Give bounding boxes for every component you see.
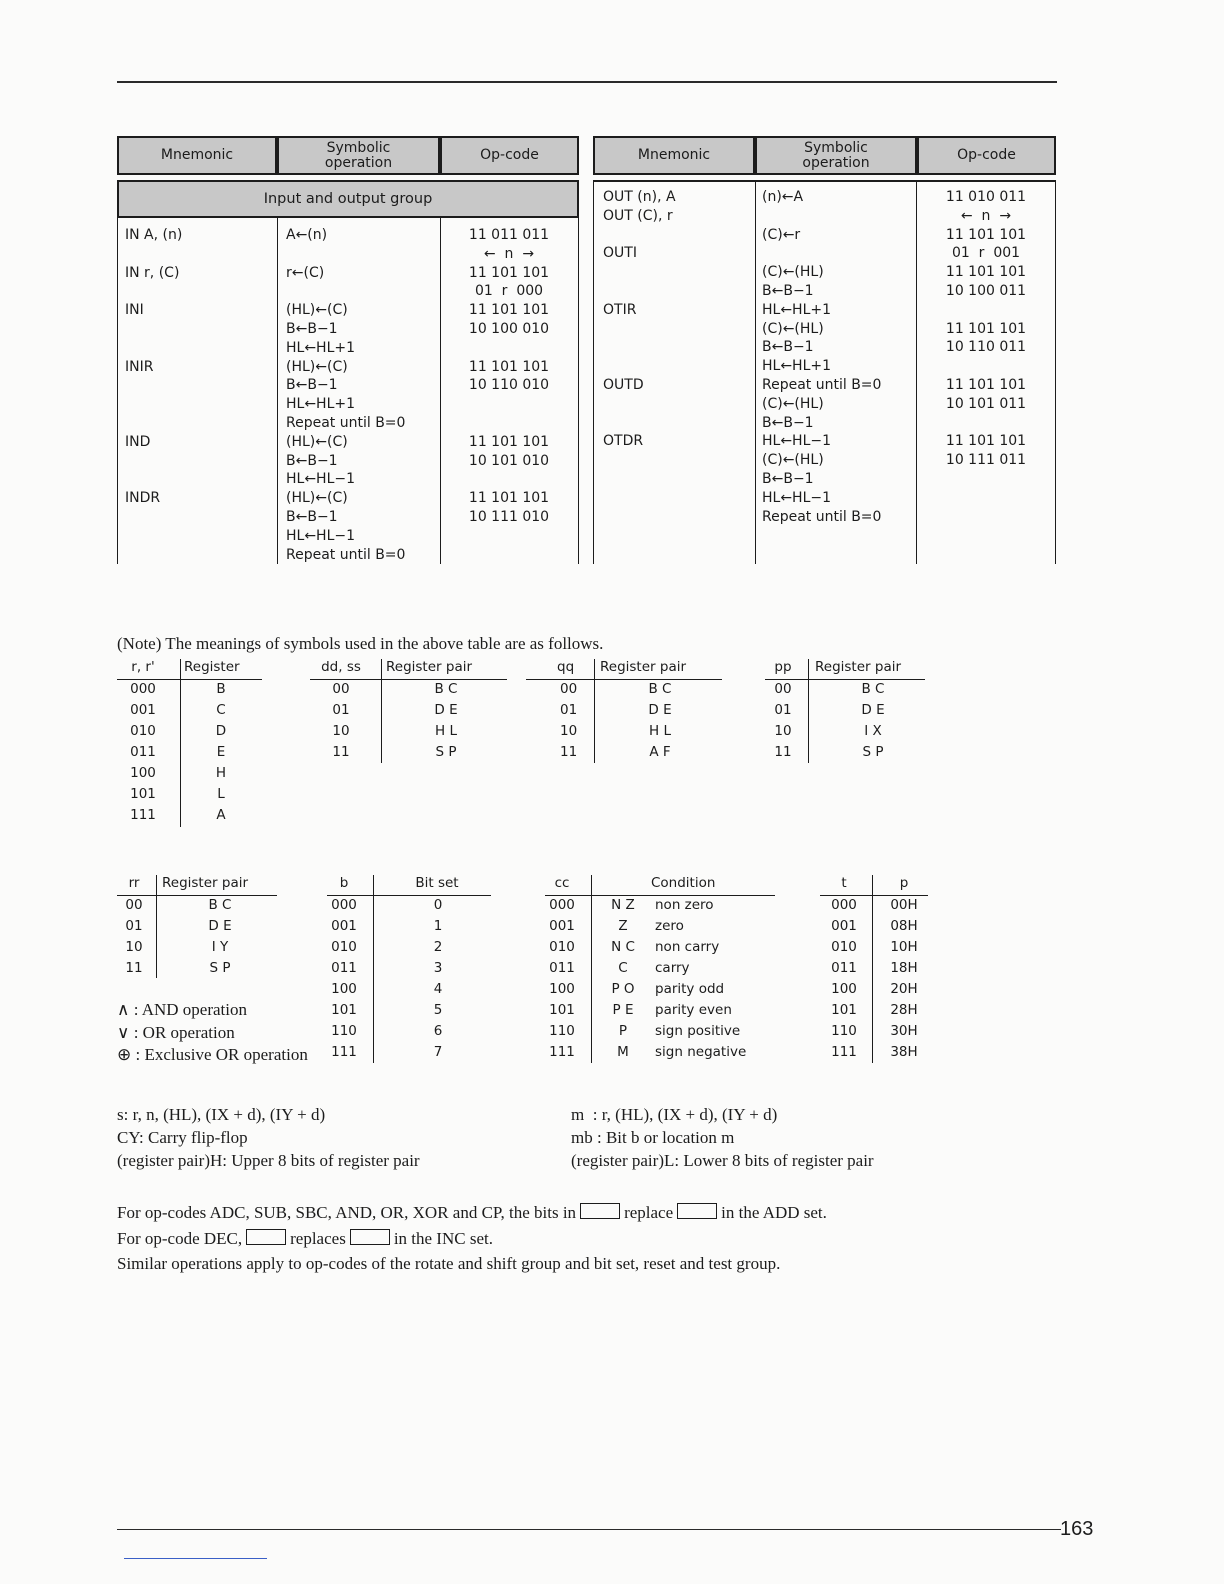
footer-line-2b: replaces — [290, 1229, 346, 1248]
rr-table-values: B C D E I Y S P — [208, 897, 232, 976]
legend-xor: ⊕ : Exclusive OR operation — [117, 1045, 308, 1064]
qq-table-header: qq — [557, 659, 575, 675]
def-register-pair-h: (register pair)H: Upper 8 bits of register pair — [117, 1151, 420, 1170]
blank-box — [677, 1203, 717, 1219]
p-table-values: 00H 08H 10H 18H 20H 28H 30H 38H — [890, 897, 918, 1060]
qq-table-header-pair: Register pair — [600, 659, 687, 675]
pp-table-values: B C D E I X S P — [861, 681, 885, 760]
dd-table-header-pair: Register pair — [386, 659, 473, 675]
col-divider — [117, 218, 118, 564]
blue-underline — [124, 1558, 267, 1559]
def-cy: CY: Carry flip-flop — [117, 1128, 248, 1147]
right-top-border — [593, 180, 1056, 182]
def-m: m : r, (HL), (IX + d), (IY + d) — [571, 1105, 778, 1124]
b-table-values: 0 1 2 3 4 5 6 7 — [433, 897, 443, 1060]
b-table-header-bitset: Bit set — [415, 875, 459, 891]
left-symbolic-column: A←(n) r←(C) (HL)←(C) B←B−1 HL←HL+1 (HL)←(C) B←B−1 HL←HL+1 Repeat until B=0 (HL)←(C) B←B−1 HL←HL−1 (HL)←(C) B←B−1 HL←HL−1 Repeat until B=0 — [286, 227, 406, 563]
left-opcode-column: 11 011 011 ← n → 11 101 101 01 r 000 11 101 101 10 100 010 11 101 101 10 110 010 11 101 101 10 101 010 11 101 101 10 111 010 — [468, 227, 550, 525]
cc-table-divider — [591, 875, 592, 1063]
r-table-header-register: Register — [184, 659, 240, 675]
footer-line-2a: For op-code DEC, — [117, 1229, 243, 1248]
pp-table-codes: 00 01 10 11 — [774, 681, 792, 760]
b-table-codes: 000 001 010 011 100 101 110 111 — [331, 897, 357, 1060]
header-opcode-right: Op-code — [917, 136, 1056, 175]
header-mnemonic-right: Mnemonic — [593, 136, 755, 175]
r-table-header: r, r' — [131, 659, 155, 675]
cc-table-header-condition: Condition — [651, 875, 716, 891]
top-rule — [117, 81, 1057, 83]
cc-table-values: non zero zero non carry carry parity odd parity even sign positive sign negative — [655, 897, 747, 1060]
symbols-note: (Note) The meanings of symbols used in the above table are as follows. — [117, 634, 604, 653]
dd-table-values: B C D E H L S P — [434, 681, 458, 760]
qq-table-divider — [594, 659, 595, 763]
bottom-rule — [117, 1529, 1061, 1530]
qq-table-codes: 00 01 10 11 — [560, 681, 578, 760]
def-s: s: r, n, (HL), (IX + d), (IY + d) — [117, 1105, 326, 1124]
header-symbolic-left: Symbolic operation — [277, 136, 440, 175]
rr-table-header-pair: Register pair — [162, 875, 249, 891]
header-mnemonic-left: Mnemonic — [117, 136, 277, 175]
cc-table-header: cc — [554, 875, 570, 891]
rr-table-header: rr — [128, 875, 140, 891]
def-register-pair-l: (register pair)L: Lower 8 bits of register pair — [571, 1151, 874, 1170]
legend-or: ∨ : OR operation — [117, 1023, 235, 1042]
footer-line-2c: in the INC set. — [393, 1229, 493, 1248]
pp-table-divider — [808, 659, 809, 763]
r-table-codes: 000 001 010 011 100 101 111 — [130, 681, 156, 823]
r-table-divider — [180, 659, 181, 827]
col-divider — [916, 180, 917, 564]
right-mnemonic-column: OUT (n), A OUT (C), r OUTI OTIR OUTD OTDR — [603, 189, 676, 450]
right-opcode-column: 11 010 011 ← n → 11 101 101 01 r 001 11 101 101 10 100 011 11 101 101 10 110 011 11 101 101 10 101 011 11 101 101 10 111 011 — [945, 189, 1027, 469]
header-symbolic-right: Symbolic operation — [755, 136, 917, 175]
footer-line-1c: in the ADD set. — [721, 1203, 827, 1222]
right-symbolic-column: (n)←A (C)←r (C)←(HL) B←B−1 HL←HL+1 (C)←(HL) B←B−1 HL←HL+1 Repeat until B=0 (C)←(HL) B←B−1 HL←HL−1 (C)←(HL) B←B−1 HL←HL−1 Repeat until B=0 — [762, 189, 882, 525]
legend-and: ∧ : AND operation — [117, 1000, 248, 1019]
footer-line-3: Similar operations apply to op-codes of the rotate and shift group and bit set, reset and test group. — [117, 1254, 781, 1273]
dd-table-header: dd, ss — [321, 659, 361, 675]
blank-box — [580, 1203, 620, 1219]
cc-table-codes: 000 001 010 011 100 101 110 111 — [549, 897, 575, 1060]
group-title: Input and output group — [117, 180, 579, 218]
col-divider — [593, 180, 594, 564]
footer-line-1a: For op-codes ADC, SUB, SBC, AND, OR, XOR and CP, the bits in — [117, 1203, 577, 1222]
blank-box — [350, 1229, 390, 1245]
col-divider — [1055, 180, 1056, 564]
r-table-values: B C D E H L A — [215, 681, 227, 823]
header-opcode-left: Op-code — [440, 136, 579, 175]
b-table-divider — [373, 875, 374, 1063]
tp-table-divider — [872, 875, 873, 1063]
col-divider — [440, 218, 441, 564]
def-mb: mb : Bit b or location m — [571, 1128, 735, 1147]
t-table-header: t — [841, 875, 847, 891]
qq-table-values: B C D E H L A F — [648, 681, 672, 760]
footer-line-1 — [117, 1201, 827, 1224]
rr-table-codes: 00 01 10 11 — [125, 897, 143, 976]
footer-line-1b: replace — [624, 1203, 674, 1222]
col-divider — [578, 180, 579, 564]
footer-line-2 — [117, 1227, 493, 1250]
p-table-header: p — [899, 875, 909, 891]
cc-table-flags: N Z Z N C C P O P E P M — [611, 897, 635, 1060]
page-number: 163 — [1060, 1518, 1094, 1540]
pp-table-header-pair: Register pair — [815, 659, 902, 675]
rr-table-divider — [156, 875, 157, 978]
b-table-header: b — [339, 875, 349, 891]
pp-table-header: pp — [774, 659, 792, 675]
dd-table-codes: 00 01 10 11 — [332, 681, 350, 760]
blank-box — [246, 1229, 286, 1245]
t-table-codes: 000 001 010 011 100 101 110 111 — [831, 897, 857, 1060]
col-divider — [755, 180, 756, 564]
col-divider — [277, 218, 278, 564]
left-mnemonic-column: IN A, (n) IN r, (C) INI INIR IND INDR — [125, 227, 183, 507]
dd-table-divider — [381, 659, 382, 763]
